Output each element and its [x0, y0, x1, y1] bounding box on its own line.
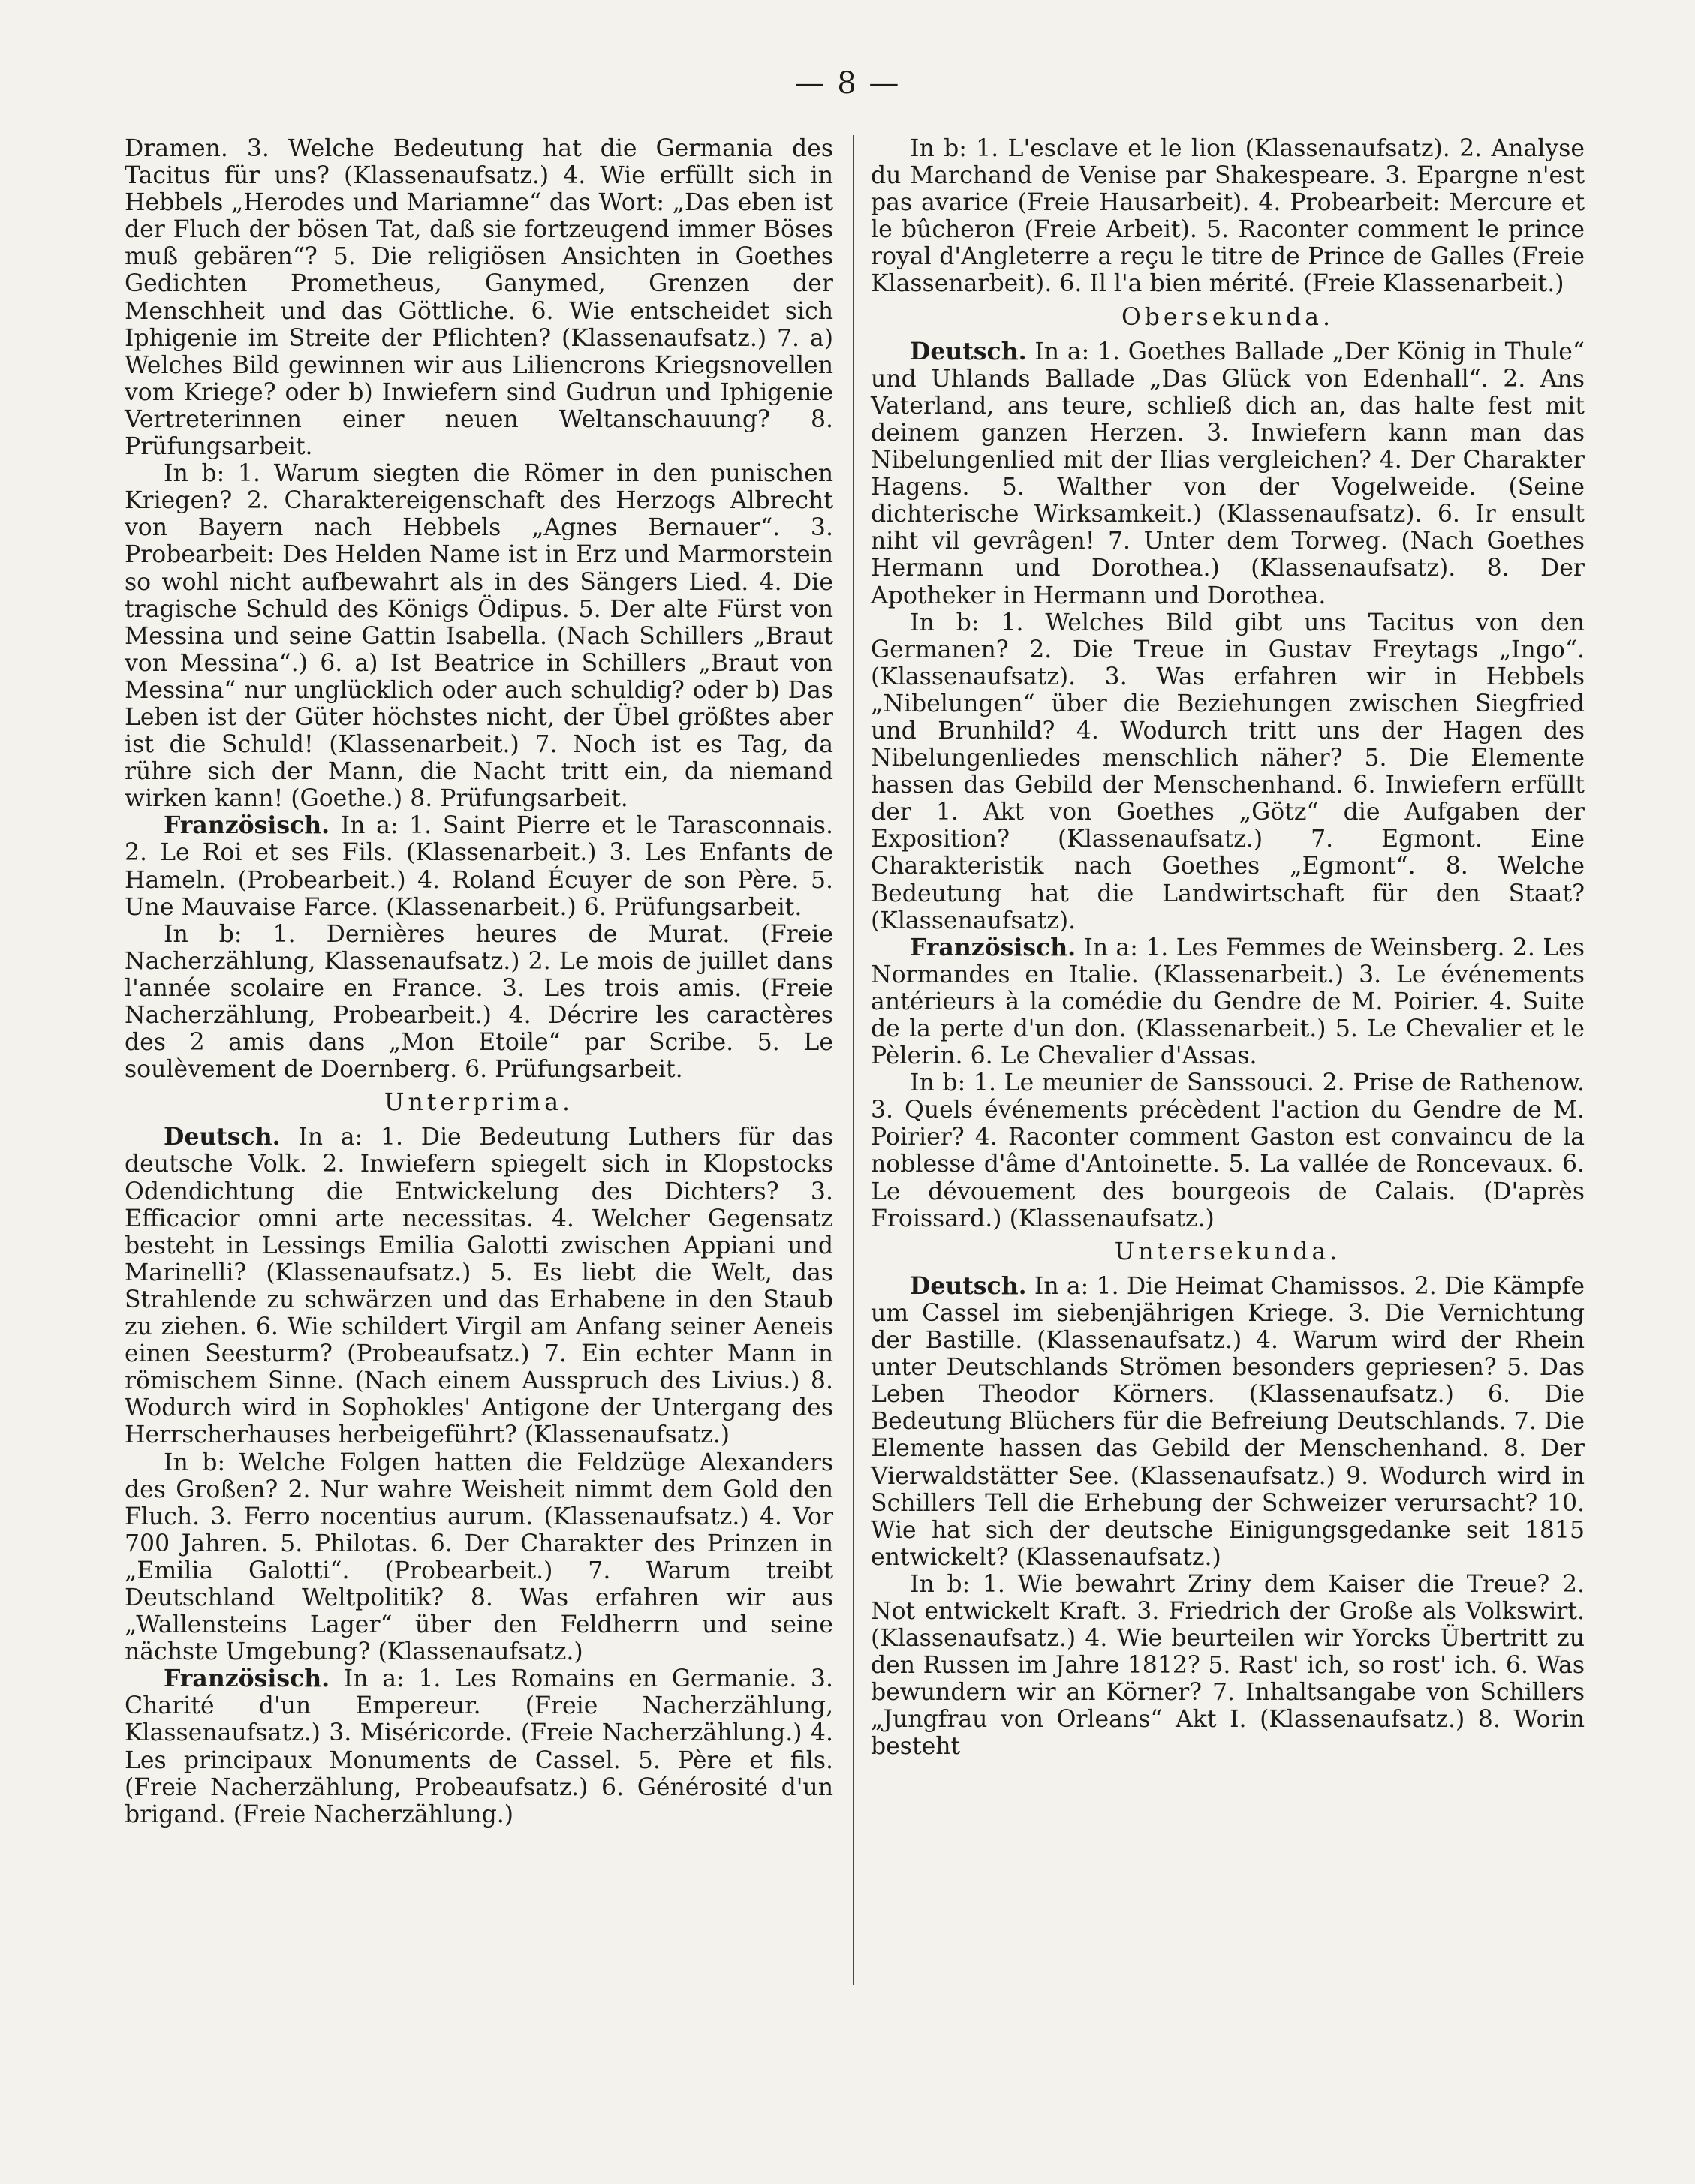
paragraph: [125, 812, 833, 920]
subject-label: Französisch.: [910, 933, 1076, 961]
paragraph: In b: 1. Wie bewahrt Zriny dem Kaiser die Treue? 2. Not entwickelt Kraft. 3. Friedrich der Große als Volkswirt. (Klassenaufsatz.) 4. Wie beurteilen wir Yorcks Übertritt zu den Russen im Jahre 1812? 5. Rast' ich, so rost' ich. 6. Was bewundern wir an Körner? 7. Inhaltsangabe von Schillers „Jungfrau von Orleans“ Akt I. (Klassenaufsatz.) 8. Worin besteht: [871, 1570, 1585, 1761]
section-heading: Obersekunda.: [1121, 303, 1335, 331]
left-column: [125, 135, 833, 1828]
subject-label: Deutsch.: [164, 1123, 281, 1151]
paragraph: In b: 1. Le meunier de Sanssouci. 2. Prise de Rathenow. 3. Quels événements précèdent l'action du Gendre de M. Poirier? 4. Raconter comment Gaston est convaincu de la noblesse d'âme d'Antoinette. 5. La vallée de Roncevaux. 6. Le dévouement des bourgeois de Calais. (D'après Froissard.) (Klassenaufsatz.): [871, 1069, 1585, 1232]
paragraph: [125, 1124, 833, 1448]
column-divider: [853, 135, 854, 1985]
subject-label: Französisch.: [164, 811, 330, 840]
section-heading: Unterprima.: [384, 1089, 574, 1117]
subject-label: Deutsch.: [910, 1271, 1027, 1300]
paragraph: In b: 1. Dernières heures de Murat. (Freie Nacherzählung, Klassenaufsatz.) 2. Le mois de juillet dans l'année scolaire en France. 3. Les trois amis. (Freie Nacherzählung, Probearbeit.) 4. Décrire les caractères des 2 amis dans „Mon Etoile“ par Scribe. 5. Le soulèvement de Doernberg. 6. Prüfungsarbeit.: [125, 920, 833, 1084]
paragraph-text: In a: 1. Les Romains en Germanie. 3. Charité d'un Empereur. (Freie Nacherzählung, Klassenaufsatz.) 3. Miséricorde. (Freie Nacherzählung.) 4. Les principaux Monuments de Cassel. 5. Père et fils. (Freie Nacherzählung, Probeaufsatz.) 6. Générosité d'un brigand. (Freie Nacherzählung.): [125, 1665, 833, 1828]
paragraph-text: In a: 1. Die Heimat Chamissos. 2. Die Kämpfe um Cassel im siebenjährigen Kriege. 3. Die Vernichtung der Bastille. (Klassenaufsatz.) 4. Warum wird der Rhein unter Deutschlands Strömen besonders gepriesen? 5. Das Leben Theodor Körners. (Klassenaufsatz.) 6. Die Bedeutung Blüchers für die Befreiung Deutschlands. 7. Die Elemente hassen das Gebild der Menschenhand. 8. Der Vierwaldstätter See. (Klassenaufsatz.) 9. Wodurch wird in Schillers Tell die Erhebung der Schweizer verursacht? 10. Wie hat sich der deutsche Einigungsgedanke seit 1815 entwickelt? (Klassenaufsatz.): [871, 1272, 1585, 1571]
paragraph: [871, 1273, 1585, 1571]
paragraph: Dramen. 3. Welche Bedeutung hat die Germania des Tacitus für uns? (Klassenaufsatz.) 4. Wie erfüllt sich in Hebbels „Herodes und Mariamne“ das Wort: „Das eben ist der Fluch der bösen Tat, daß sie fortzeugend immer Böses muß gebären“? 5. Die religiösen Ansichten in Goethes Gedichten Prometheus, Ganymed, Grenzen der Menschheit und das Göttliche. 6. Wie entscheidet sich Iphigenie im Streite der Pflichten? (Klassenaufsatz.) 7. a) Welches Bild gewinnen wir aus Liliencrons Kriegsnovellen vom Kriege? oder b) Inwiefern sind Gudrun und Iphigenie Vertreterinnen einer neuen Weltanschauung? 8. Prüfungsarbeit.: [125, 135, 833, 461]
page-number: — 8 —: [794, 66, 901, 101]
subject-label: Deutsch.: [910, 337, 1027, 366]
paragraph: [125, 1665, 833, 1828]
paragraph: In b: Welche Folgen hatten die Feldzüge Alexanders des Großen? 2. Nur wahre Weisheit nimmt dem Gold den Fluch. 3. Ferro nocentius aurum. (Klassenaufsatz.) 4. Vor 700 Jahren. 5. Philotas. 6. Der Charakter des Prinzen in „Emilia Galotti“. (Probearbeit.) 7. Warum treibt Deutschland Weltpolitik? 8. Was erfahren wir aus „Wallensteins Lager“ über den Feldherrn und seine nächste Umgebung? (Klassenaufsatz.): [125, 1448, 833, 1666]
paragraph: In b: 1. Welches Bild gibt uns Tacitus von den Germanen? 2. Die Treue in Gustav Freytags „Ingo“. (Klassenaufsatz). 3. Was erfahren wir in Hebbels „Nibelungen“ über die Beziehungen zwischen Siegfried und Brunhild? 4. Wodurch tritt uns der Hagen des Nibelungenliedes menschlich näher? 5. Die Elemente hassen das Gebild der Menschenhand. 6. Inwiefern erfüllt der 1. Akt von Goethes „Götz“ die Aufgaben der Exposition? (Klassenaufsatz.) 7. Egmont. Eine Charakteristik nach Goethes „Egmont“. 8. Welche Bedeutung hat die Landwirtschaft für den Staat? (Klassenaufsatz).: [871, 609, 1585, 934]
right-column: [871, 135, 1585, 1761]
paragraph: In b: 1. L'esclave et le lion (Klassenaufsatz). 2. Analyse du Marchand de Venise par Shakespeare. 3. Epargne n'est pas avarice (Freie Hausarbeit). 4. Probearbeit: Mercure et le bûcheron (Freie Arbeit). 5. Raconter comment le prince royal d'Angleterre a reçu le titre de Prince de Galles (Freie Klassenarbeit). 6. Il l'a bien mérité. (Freie Klassenarbeit.): [871, 135, 1585, 298]
subject-label: Französisch.: [164, 1665, 330, 1693]
paragraph-text: In a: 1. Die Bedeutung Luthers für das deutsche Volk. 2. Inwiefern spiegelt sich in Klopstocks Odendichtung die Entwickelung des Dichters? 3. Efficacior omni arte necessitas. 4. Welcher Gegensatz besteht in Lessings Emilia Galotti zwischen Appiani und Marinelli? (Klassenaufsatz.) 5. Es liebt die Welt, das Strahlende zu schwärzen und das Erhabene in den Staub zu ziehen. 6. Wie schildert Virgil am Anfang seiner Aeneis einen Seesturm? (Probeaufsatz.) 7. Ein echter Mann in römischem Sinne. (Nach einem Ausspruch des Livius.) 8. Wodurch wird in Sophokles' Antigone der Untergang des Herrscherhauses herbeigeführt? (Klassenaufsatz.): [125, 1124, 833, 1449]
paragraph-text: In a: 1. Goethes Ballade „Der König in Thule“ und Uhlands Ballade „Das Glück von Edenhall“. 2. Ans Vaterland, ans teure, schließ dich an, das halte fest mit deinem ganzen Herzen. 3. Inwiefern kann man das Nibelungenlied mit der Ilias vergleichen? 4. Der Charakter Hagens. 5. Walther von der Vogelweide. (Seine dichterische Wirksamkeit.) (Klassenaufsatz). 6. Ir ensult niht vil gevrâgen! 7. Unter dem Torweg. (Nach Goethes Hermann und Dorothea.) (Klassenaufsatz). 8. Der Apotheker in Hermann und Dorothea.: [871, 338, 1585, 609]
paragraph-text: In a: 1. Les Femmes de Weinsberg. 2. Les Normandes en Italie. (Klassenarbeit.) 3. Le événements antérieurs à la comédie du Gendre de M. Poirier. 4. Suite de la perte d'un don. (Klassenarbeit.) 5. Le Chevalier et le Pèlerin. 6. Le Chevalier d'Assas.: [871, 934, 1585, 1070]
section-heading: Untersekunda.: [1114, 1238, 1341, 1265]
paragraph: In b: 1. Warum siegten die Römer in den punischen Kriegen? 2. Charaktereigenschaft des Herzogs Albrecht von Bayern nach Hebbels „Agnes Bernauer“. 3. Probearbeit: Des Helden Name ist in Erz und Marmorstein so wohl nicht aufbewahrt als in des Sängers Lied. 4. Die tragische Schuld des Königs Ödipus. 5. Der alte Fürst von Messina und seine Gattin Isabella. (Nach Schillers „Braut von Messina“.) 6. a) Ist Beatrice in Schillers „Braut von Messina“ nur unglücklich oder auch schuldig? oder b) Das Leben ist der Güter höchstes nicht, der Übel größtes aber ist die Schuld! (Klassenarbeit.) 7. Noch ist es Tag, da rühre sich der Mann, die Nacht tritt ein, da niemand wirken kann! (Goethe.) 8. Prüfungsarbeit.: [125, 460, 833, 813]
paragraph-text: In a: 1. Saint Pierre et le Tarasconnais. 2. Le Roi et ses Fils. (Klassenarbeit.) 3. Les Enfants de Hameln. (Probearbeit.) 4. Roland Écuyer de son Père. 5. Une Mauvaise Farce. (Klassenarbeit.) 6. Prüfungsarbeit.: [125, 812, 833, 921]
paragraph: [871, 338, 1585, 609]
paragraph: [871, 934, 1585, 1069]
